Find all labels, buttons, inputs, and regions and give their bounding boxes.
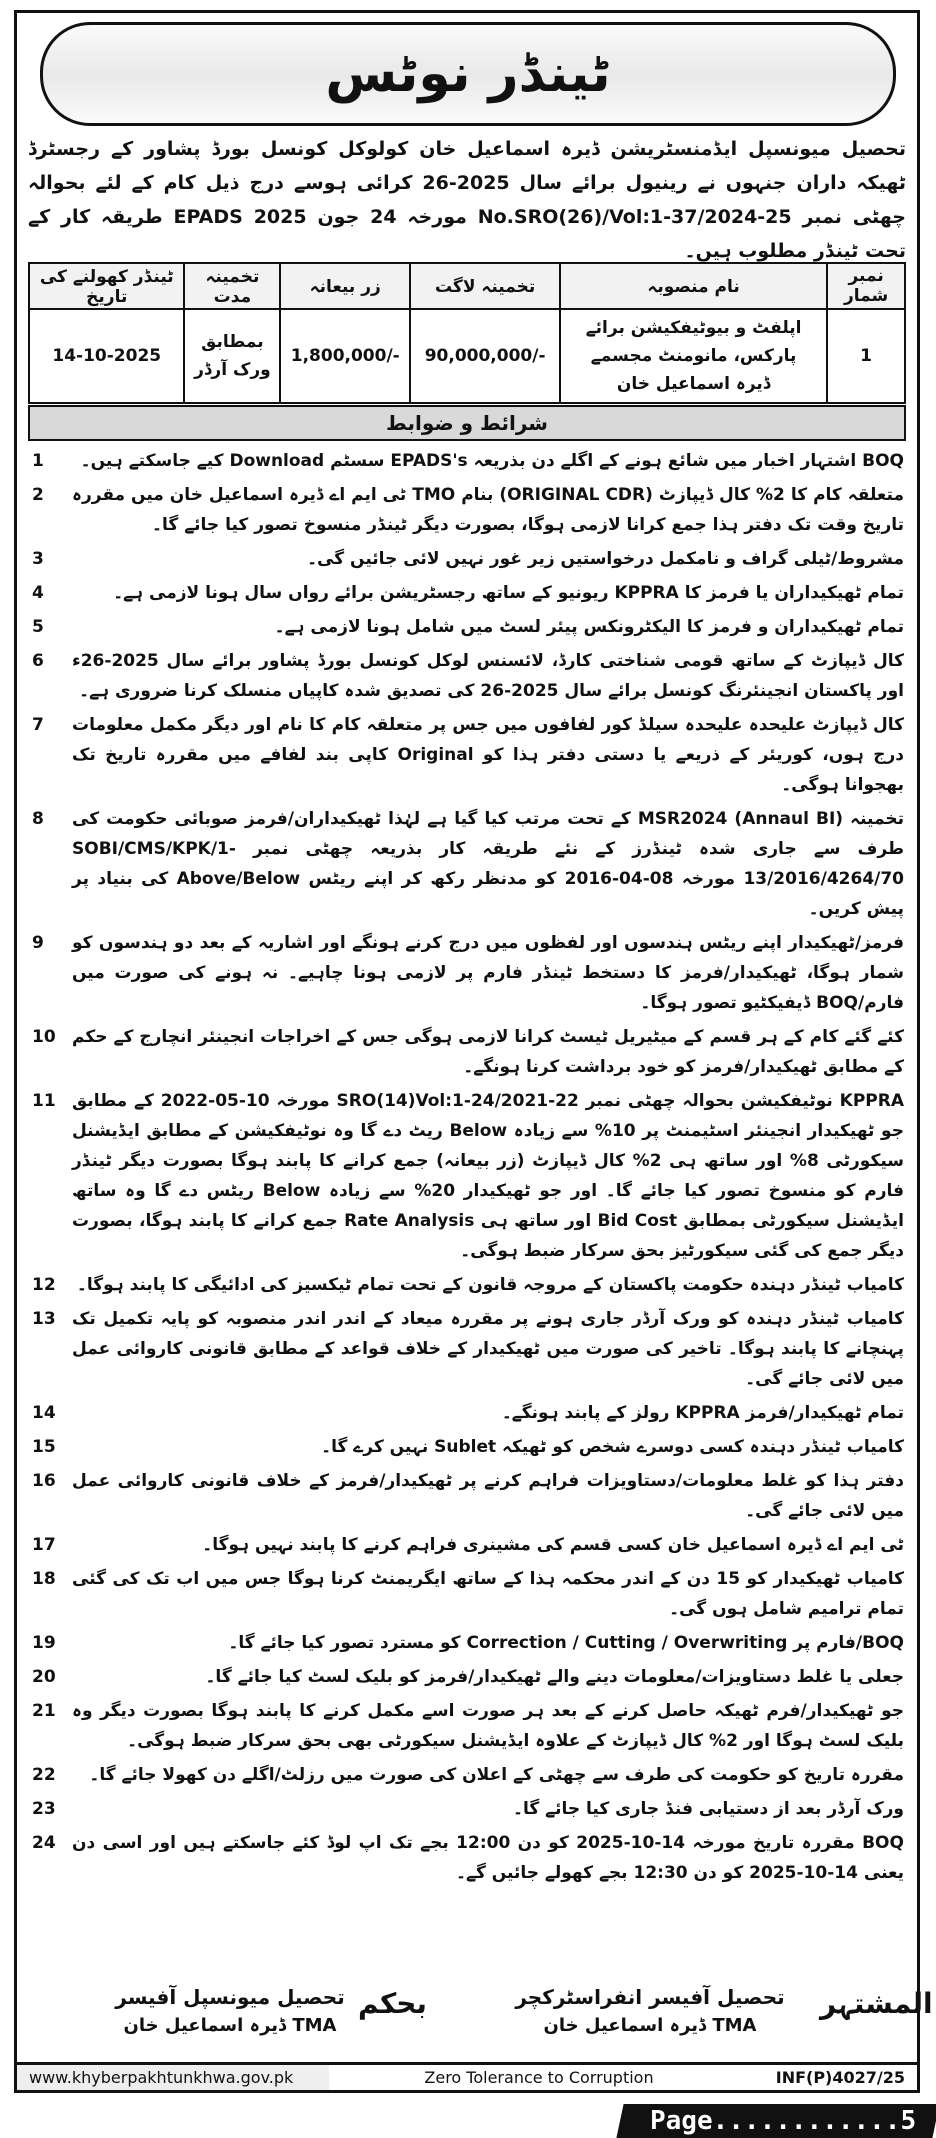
- col-header-estimate: تخمینہ لاگت: [410, 263, 560, 309]
- cell-estimate: 90,000,000/-: [410, 309, 560, 403]
- footer-reference: INF(P)4027/25: [775, 2068, 905, 2087]
- table-header-row: [29, 263, 905, 309]
- footer-website: www.khyberpakhtunkhwa.gov.pk: [17, 2065, 329, 2090]
- condition-item: متعلقہ کام کا 2% کال ڈیپازٹ (ORIGINAL CDR) بنام TMO ٹی ایم اے ڈیرہ اسماعیل خان میں مقررہ تاریخ وقت تک دفتر ہذا جمع کرانا لازمی ہوگا، بصورت دیگر ٹینڈر منسوخ تصور کیا جائے گا۔ 2: [32, 485, 904, 535]
- condition-item: تمام ٹھیکیدار/فرمز KPPRA رولز کے پابند ہونگے۔ 14: [32, 1403, 904, 1423]
- condition-item: KPPRA نوٹیفکیشن بحوالہ چھٹی نمبر SRO(14)Vol:1-24/2021-22 مورخہ 10-05-2022 کے مطابق جو ٹھیکیدار انجینئر اسٹیمنٹ پر 10% سے زیادہ Below ریٹ دے گا وہ نوٹیفکیشن کے مطابق ایڈیشنل سیکورٹی 8% اور ساتھ ہی 2% کال ڈیپازٹ (زر بیعانہ) جمع کرانے کا پابند ہوگا بصورت دیگر ٹینڈر فارم کو منسوخ تصور کیا جائے گا۔ اور جو ٹھیکیدار 20% سے زیادہ Below ریٹس دے گا وہ ساتھ ایڈیشنل سیکورٹی بمطابق Bid Cost اور ساتھ ہی Rate Analysis جمع کرانے کا پابند ہوگا، بصورت دیگر جمع کی گئی سیکورٹیز بحق سرکار ضبط ہوگی۔ 11: [32, 1091, 904, 1261]
- cell-opening-date: 14-10-2025: [29, 309, 184, 403]
- advertiser-label: المشتہر: [820, 1987, 933, 2020]
- condition-item: کامیاب ٹینڈر دہندہ کو ورک آرڈر جاری ہونے پر مقررہ میعاد کے اندر اندر منصوبہ کو پایہ تکمیل تک پہنچانے کا پابند ہوگا۔ تاخیر کی صورت میں ٹھیکیدار کے خلاف قواعد کے مطابق قانونی کاروائی عمل میں لائی جائے گی۔ 13: [32, 1309, 904, 1389]
- page-number-tab: [616, 2104, 936, 2138]
- table-row: [29, 309, 905, 403]
- condition-item: کامیاب ٹینڈر دہندہ کسی دوسرے شخص کو ٹھیکہ Sublet نہیں کرے گا۔ 15: [32, 1437, 904, 1457]
- footer-bar: [14, 2065, 920, 2093]
- title-banner: [40, 22, 896, 126]
- page-number: Page............5: [650, 2106, 917, 2136]
- condition-item: مقررہ تاریخ کو حکومت کی طرف سے چھٹی کے اعلان کی صورت میں رزلٹ/اگلے دن کھولا جائے گا۔ 22: [32, 1765, 904, 1785]
- condition-item: ورک آرڈر بعد از دستیابی فنڈ جاری کیا جائے گا۔ 23: [32, 1799, 904, 1819]
- col-header-project: نام منصوبہ: [560, 263, 827, 309]
- col-header-earnest: زر بیعانہ: [280, 263, 410, 309]
- condition-item: جعلی یا غلط دستاویزات/معلومات دینے والے ٹھیکیدار/فرمز کو بلیک لسٹ کیا جائے گا۔ 20: [32, 1667, 904, 1687]
- condition-item: مشروط/ٹیلی گراف و نامکمل درخواستیں زیر غور نہیں لائی جائیں گی۔ 3: [32, 549, 904, 569]
- signature-infrastructure-officer: تحصیل آفیسر انفراسٹرکچر TMA ڈیرہ اسماعیل خان: [515, 1985, 785, 2036]
- condition-item: کئے گئے کام کے ہر قسم کے میٹیریل ٹیسٹ کرانا لازمی ہوگی جس کے اخراجات انجینئر انچارج کے حکم کے مطابق ٹھیکیدار/فرمز کو خود برداشت کرنا ہونگے۔ 10: [32, 1027, 904, 1077]
- condition-item: ٹی ایم اے ڈیرہ اسماعیل خان کسی قسم کی مشینری فراہم کرنے کا پابند نہیں ہوگا۔ 17: [32, 1535, 904, 1555]
- condition-item: دفتر ہذا کو غلط معلومات/دستاویزات فراہم کرنے پر ٹھیکیدار/فرمز کے خلاف قانونی کاروائی عمل میں لائی جائے گی۔ 16: [32, 1471, 904, 1521]
- condition-item: تمام ٹھیکیداران یا فرمز کا KPPRA ریونیو کے ساتھ رجسٹریشن برائے رواں سال ہونا لازمی ہے۔ 4: [32, 583, 904, 603]
- cell-earnest: 1,800,000/-: [280, 309, 410, 403]
- conditions-heading: شرائط و ضوابط: [28, 405, 906, 441]
- condition-item: BOQ/فارم پر Correction / Cutting / Overwriting کو مسترد تصور کیا جائے گا۔ 19: [32, 1633, 904, 1653]
- condition-item: فرمز/ٹھیکیدار اپنے ریٹس ہندسوں اور لفظوں میں درج کرنے ہونگے اور اشاریہ کے بعد دو ہندسوں کو شمار ہوگا، ٹھیکیدار/فرمز کا دستخط ٹینڈر فارم پر لازمی ہونا چاہیے۔ نہ ہونے کی صورت میں فارم/BOQ ڈیفیکٹیو تصور ہوگا۔ 9: [32, 933, 904, 1013]
- col-header-duration: تخمینہ مدت: [184, 263, 280, 309]
- signature-municipal-officer: تحصیل میونسپل آفیسر TMA ڈیرہ اسماعیل خان: [115, 1985, 345, 2036]
- condition-item: کامیاب ٹینڈر دہندہ حکومت پاکستان کے مروجہ قانون کے تحت تمام ٹیکسیز کی ادائیگی کا پابند ہوگا۔ 12: [32, 1275, 904, 1295]
- tender-table: [28, 262, 906, 404]
- condition-item: جو ٹھیکیدار/فرم ٹھیکہ حاصل کرنے کے بعد ہر صورت اسے مکمل کرنے کا پابند ہوگا بصورت دیگر وہ بلیک لسٹ ہوگا اور 2% کال ڈیپازٹ کے علاوہ ایڈیشنل سیکورٹی بھی بحق سرکار ضبط ہوگی۔ 21: [32, 1701, 904, 1751]
- conditions-list: [28, 446, 906, 1892]
- footer-slogan: Zero Tolerance to Corruption: [424, 2068, 654, 2087]
- condition-item: BOQ مقررہ تاریخ مورخہ 14-10-2025 کو دن 12:00 بجے تک اپ لوڈ کئے جاسکتے ہیں اور اسی دن یعنی 14-10-2025 کو دن 12:30 بجے کھولے جائیں گے۔ 24: [32, 1833, 904, 1883]
- cell-duration: بمطابق ورک آرڈر: [184, 309, 280, 403]
- intro-paragraph: تحصیل میونسپل ایڈمنسٹریشن ڈیرہ اسماعیل خان کولوکل کونسل بورڈ پشاور کے رجسٹرڈ ٹھیکہ داران جنہوں نے رینیول برائے سال 2025-26 کرائی ہوسے درج ذیل کام کے لئے بحوالہ چھٹی نمبر No.SRO(26)/Vol:1-37/2024-25 مورخہ 24 جون 2025 EPADS طریقہ کار کے تحت ٹینڈر مطلوب ہیں۔: [28, 138, 906, 262]
- col-header-serial: نمبر شمار: [827, 263, 905, 309]
- condition-item: BOQ اشتہار اخبار میں شائع ہونے کے اگلے دن بذریعہ EPADS's سسٹم Download کیے جاسکتے ہیں۔ 1: [32, 451, 904, 471]
- by-order-label: بحکم: [358, 1987, 427, 2020]
- cell-project: اپلفٹ و بیوٹیفکیشن برائے پارکس، مانومنٹ مجسمے ڈیرہ اسماعیل خان: [560, 309, 827, 403]
- condition-item: کال ڈیپازٹ علیحدہ علیحدہ سیلڈ کور لفافوں میں جس پر متعلقہ کام کا نام اور دیگر مکمل معلومات درج ہوں، کوریئر کے ذریعے یا دستی دفتر ہذا کو Original کاپی بند لفافے میں مقررہ تاریخ تک بھجوانا ہوگی۔ 7: [32, 715, 904, 795]
- col-header-opening-date: ٹینڈر کھولنے کی تاریخ: [29, 263, 184, 309]
- cell-serial: 1: [827, 309, 905, 403]
- condition-item: کامیاب ٹھیکیدار کو 15 دن کے اندر محکمہ ہذا کے ساتھ ایگریمنٹ کرنا ہوگا جس میں اب تک کی گئی تمام ترامیم شامل ہوں گی۔ 18: [32, 1569, 905, 1619]
- notice-title: ٹینڈر نوٹس: [325, 44, 611, 104]
- condition-item: تخمینہ MSR2024 (Annaul BI) کے تحت مرتب کیا گیا ہے لہٰذا ٹھیکیداران/فرمز صوبائی حکومت کی طرف سے جاری شدہ ٹینڈرز کے نئے طریقہ کار بذریعہ چھٹی نمبر SOBI/CMS/KPK/1-13/2016/4264/70 مورخہ 08-04-2016 کو مدنظر رکھ کر اپنے ریٹس Above/Below کی بنیاد پر پیش کریں۔ 8: [32, 809, 905, 919]
- condition-item: کال ڈیپازٹ کے ساتھ قومی شناختی کارڈ، لائسنس لوکل کونسل بورڈ پشاور برائے سال 2025-26ء اور پاکستان انجینئرنگ کونسل برائے سال 2025-26 کی تصدیق شدہ کاپیاں منسلک کرنا ضروری ہے۔ 6: [32, 651, 904, 701]
- condition-item: تمام ٹھیکیداران و فرمز کا الیکٹرونکس پیئر لسٹ میں شامل ہونا لازمی ہے۔ 5: [32, 617, 904, 637]
